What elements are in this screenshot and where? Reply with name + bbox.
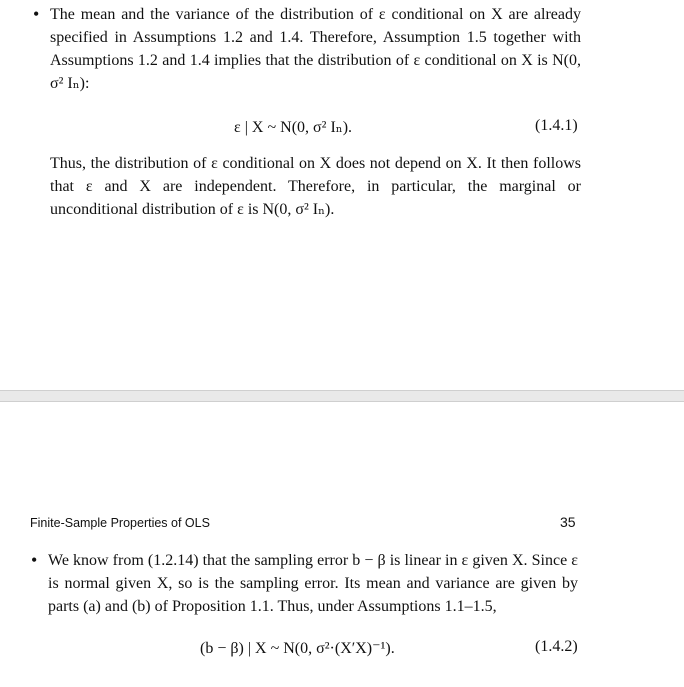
equation-number-text: (1.4.1) (535, 117, 578, 134)
bullet-paragraph-distribution (50, 3, 581, 95)
bullet-marker: • (33, 4, 40, 24)
equation-1-4-1 (234, 117, 352, 137)
paragraph-text: Thus, the distribution of ε conditional on X does not depend on X. It then follows that ε and X are independent. Therefore, in particular, the marginal or unconditional distribution of ε is N(0, σ² Iₙ). (50, 155, 581, 218)
page-number: 35 (560, 514, 576, 530)
equation-number (535, 117, 578, 135)
bullet-text: The mean and the variance of the distribution of ε conditional on X are already specified in Assumptions 1.2 and 1.4. Therefore, Assumption 1.5 together with Assumptions 1.2 and 1.4 implies that the distribution of ε conditional on X is N(0, σ² Iₙ): (50, 6, 581, 92)
running-header: Finite-Sample Properties of OLS (30, 516, 210, 530)
bullet-text: We know from (1.2.14) that the sampling error b − β is linear in ε given X. Since ε is normal given X, so is the sampling error. Its mean and variance are given by parts (a) and (b) of Proposition 1.1. Thus, under Assumptions 1.1–1.5, (48, 552, 578, 615)
page-bottom (0, 402, 684, 687)
equation-number-text: (1.4.2) (535, 638, 578, 655)
equation-number (535, 638, 578, 656)
equation-text: ε | X ~ N(0, σ² Iₙ). (234, 119, 353, 136)
page-separator (0, 390, 684, 402)
bullet-paragraph-sampling-error (48, 549, 578, 618)
equation-1-4-2 (200, 638, 395, 658)
paragraph-independence (50, 152, 581, 221)
bullet-marker: • (31, 550, 38, 570)
equation-text: (b − β) | X ~ N(0, σ²·(X′X)⁻¹). (200, 640, 395, 657)
